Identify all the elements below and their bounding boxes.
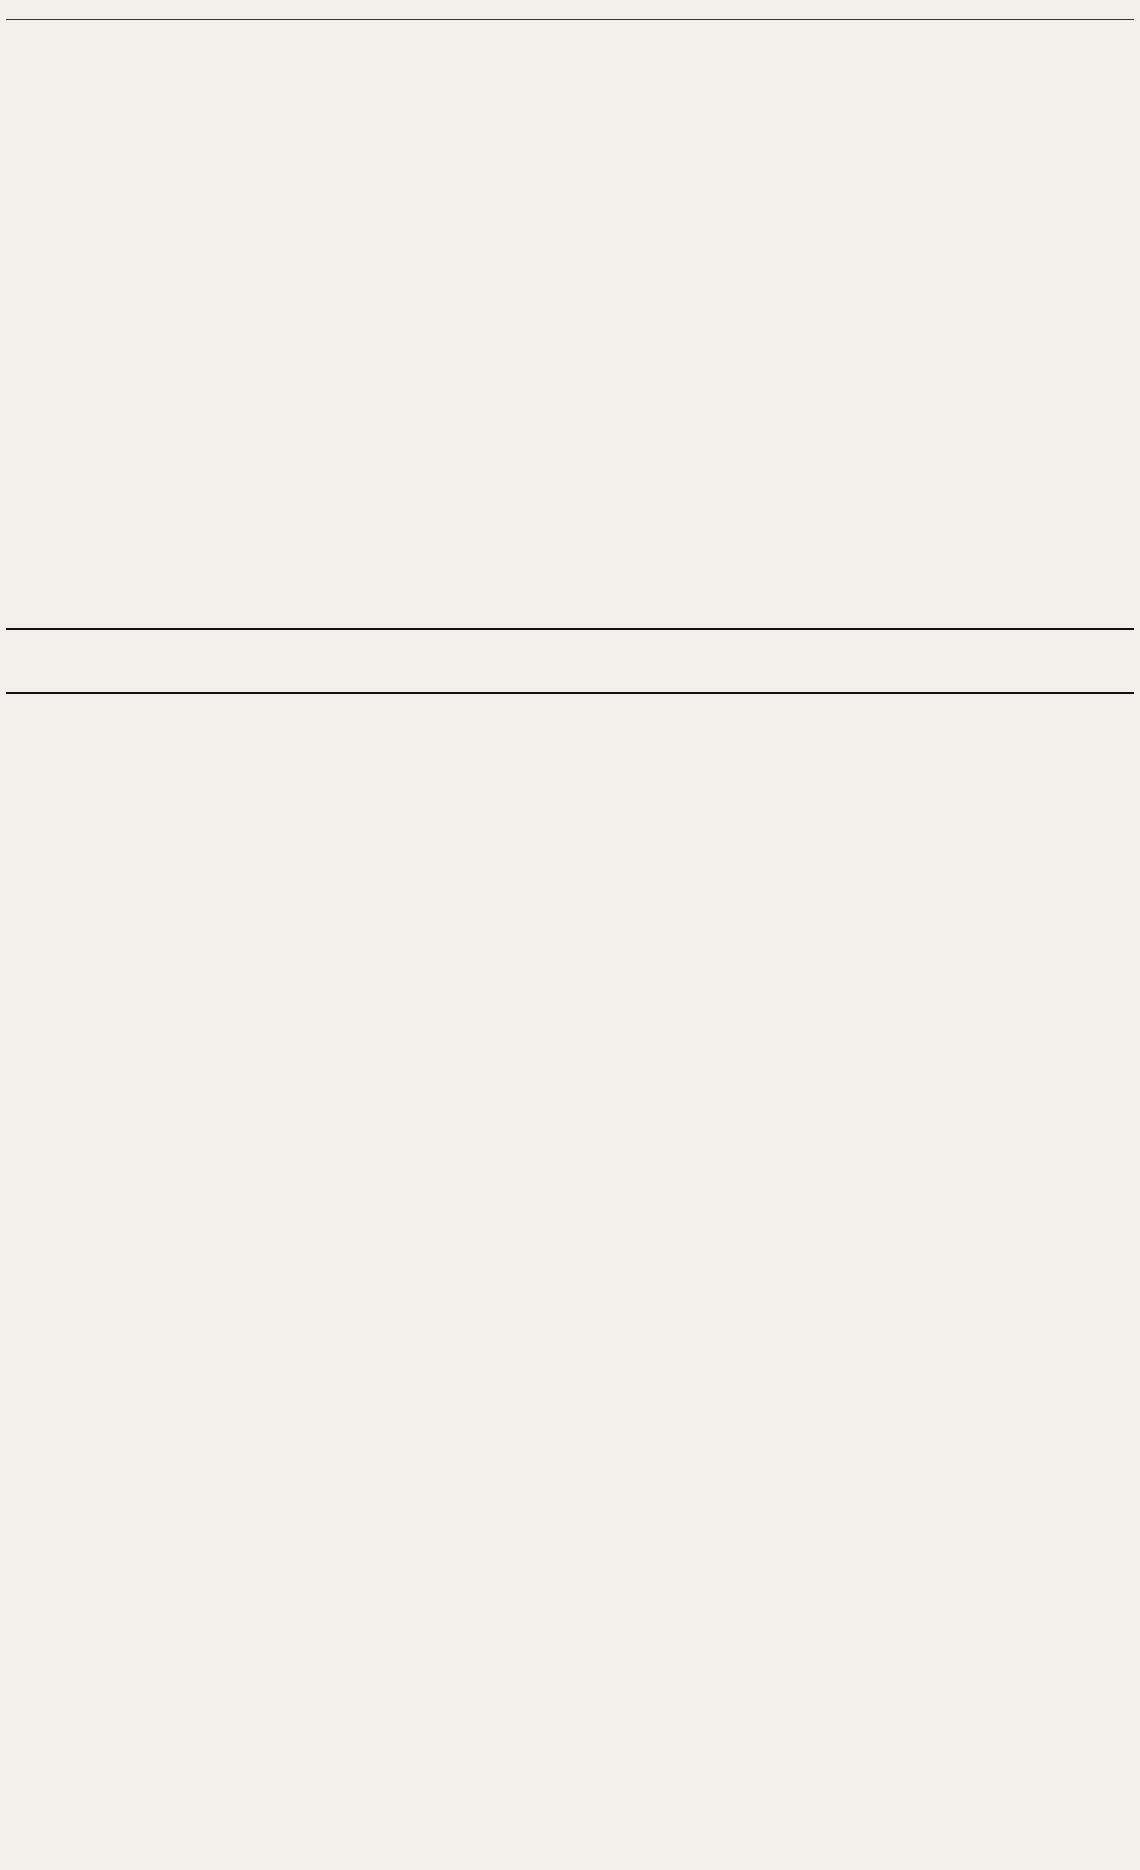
service-guide-section [6,700,1134,1866]
guide-banner [6,628,1134,694]
folio-line [6,4,1134,20]
classified-section [6,22,1134,622]
